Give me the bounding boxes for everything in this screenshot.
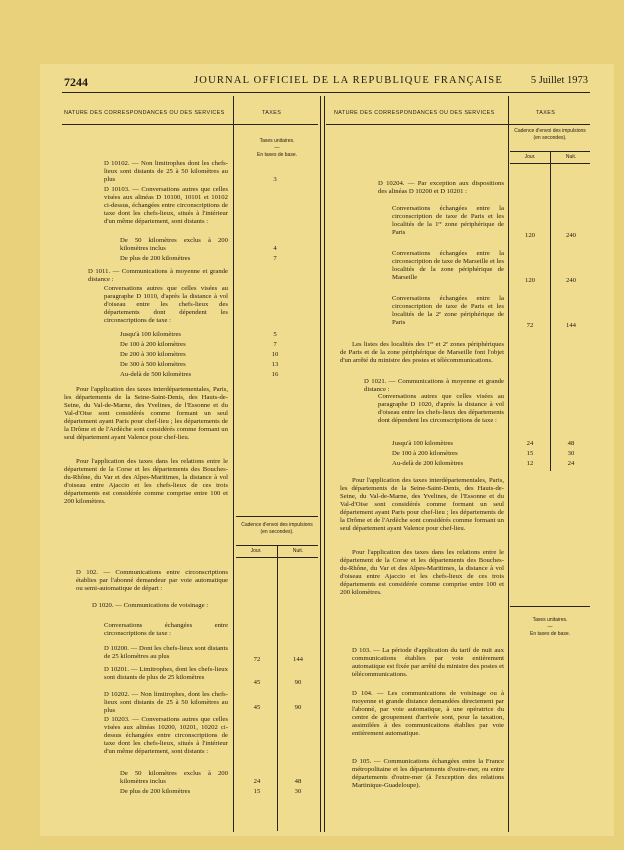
left-paragraph-corse: Pour l'application des taxes dans les relations entre le département de la Corse et les départements des Bouches-du-Rhône, du Var et des Alpes-Maritimes, la distance à vol d'oiseau entre Ajaccio et les chefs-lieux de ces trois départements est considérée comme comprise entre 100 et 200 kilomètres.: [64, 458, 228, 505]
conv-marseille-nuit: 240: [565, 277, 577, 284]
left-jour-nuit-rule-h: [236, 557, 318, 558]
conv-paris-zone2-nuit: 144: [565, 322, 577, 329]
d10201-jour: 45: [253, 679, 261, 686]
right-cadence-header: Cadence d'envoi des impulsions (en secondes).: [514, 128, 586, 141]
d1011-row-value: 16: [271, 371, 279, 378]
d1021-row-jour: 24: [526, 440, 534, 447]
d10203-text: D 10203. — Conversations autres que celles visées aux alinéas 10200, 10201, 10202 ci-dessus échangées entre circonscriptions de taxe dont les chefs-lieux, situés à l'intérieur d'un même département, sont distants :: [104, 716, 228, 755]
right-jour-nuit-rule: [550, 151, 551, 471]
d104-text: D 104. — Les communications de voisinage ou à moyenne et grande distance demandées directement par l'abonné, par voie automatique, à une opératrice du centre de groupement d'arrivée sont, pour la taxation, assimilées à des communications établies par voie entièrement automatique.: [352, 690, 504, 737]
conv-paris-zone2: Conversations échangées entre la circonscription de taxe de Paris et les localités de la 2ᵉ zone périphérique de Paris: [392, 295, 504, 326]
d10102-text: D 10102. — Non limitrophes dont les chefs-lieux sont distants de 25 à 50 kilomètres au plus: [104, 160, 228, 183]
d1011-row-label: De 100 à 200 kilomètres: [120, 341, 186, 348]
conv-paris-zone2-jour: 72: [526, 322, 534, 329]
d1021-row-nuit: 24: [567, 460, 575, 467]
d1011-row-label: De 200 à 300 kilomètres: [120, 351, 186, 358]
d10202-text: D 10202. — Non limitrophes, dont les chefs-lieux sont distants de 25 à 50 kilomètres au plus: [104, 691, 228, 714]
page-header: [64, 72, 588, 92]
publication-date: 5 Juillet 1973: [530, 75, 588, 86]
left-cadence-header: Cadence d'envoi des impulsions (en secondes).: [241, 522, 313, 535]
d10103-a-label: De 50 kilomètres exclus à 200 kilomètres inclus: [120, 237, 228, 252]
d1011-row-value: 10: [271, 351, 279, 358]
d10102-value: 3: [273, 176, 277, 183]
right-taxes-unitaires: Taxes unitaires.: [532, 617, 568, 623]
left-nature-header: NATURE DES CORRESPONDANCES OU DES SERVICES: [64, 110, 225, 116]
left-nuit-header: Nuit.: [292, 548, 304, 554]
header-rule: [62, 92, 590, 93]
right-taxes-header: TAXES: [536, 110, 556, 116]
right-jour-nuit-rule-h: [510, 163, 590, 164]
d10200-jour: 72: [253, 656, 261, 663]
d10200-nuit: 144: [292, 656, 304, 663]
d10202-jour: 45: [253, 704, 261, 711]
left-paragraph-interdepartemental: Pour l'application des taxes interdépartementales, Paris, les départements de la Seine-Saint-Denis, des Hauts-de-Seine, du Val-de-Marne, des Yvelines, de l'Essonne et du Val-d'Oise sont considérés comme formant un seul département ayant Paris pour chef-lieu ; les départements de la Drôme et de l'Ardèche sont considérés comme formant un seul département ayant Valence pour chef-lieu.: [64, 386, 228, 441]
d102-title: D 102. — Communications entre circonscriptions établies par l'abonné demandeur par voie automatique ou semi-automatique de départ :: [76, 569, 228, 592]
right-dash: —: [547, 624, 553, 630]
d10203-a-jour: 24: [253, 778, 261, 785]
d10203-a-label: De 50 kilomètres exclus à 200 kilomètres inclus: [120, 770, 228, 785]
page-number: 7244: [64, 75, 88, 89]
d1011-title: D 1011. — Communications à moyenne et grande distance :: [88, 268, 228, 283]
conv-paris-zone1: Conversations échangées entre la circonscription de taxe de Paris et les localités de la 1ʳᵉ zone périphérique de Paris: [392, 205, 504, 236]
d1021-row-nuit: 48: [567, 440, 575, 447]
d1021-row-label: De 100 à 200 kilomètres: [392, 450, 458, 457]
left-taxes-unitaires: Taxes unitaires.: [259, 138, 295, 144]
d10200-text: D 10200. — Dont les chefs-lieux sont distants de 25 kilomètres au plus: [104, 645, 228, 660]
conv-paris-zone1-jour: 120: [524, 232, 536, 239]
d10201-text: D 10201. — Limitrophes, dont les chefs-lieux sont distants de plus de 25 kilomètres: [104, 666, 228, 681]
d10203-b-jour: 15: [253, 788, 261, 795]
d10204-title: D 10204. — Par exception aux dispositions des alinéas D 10200 et D 10201 :: [378, 180, 504, 195]
d1011-row-label: Au-delà de 500 kilomètres: [120, 371, 192, 378]
d103-text: D 103. — La période d'application du tarif de nuit aux communications établies par voie entièrement automatique est fixée par arrêté du ministre des postes et télécommunications.: [352, 647, 504, 678]
d1020-title: D 1020. — Communications de voisinage :: [92, 602, 209, 609]
d1011-row-value: 13: [271, 361, 279, 368]
d1021-row-jour: 15: [526, 450, 534, 457]
right-header-rule: [326, 124, 590, 125]
d1021-row-nuit: 30: [567, 450, 575, 457]
d10103-a-value: 4: [273, 245, 277, 252]
left-dash: —: [274, 145, 280, 151]
d10203-a-nuit: 48: [294, 778, 302, 785]
d1011-row-value: 7: [273, 341, 277, 348]
right-nuit-header: Nuit.: [565, 154, 577, 160]
d10103-b-value: 7: [273, 255, 277, 262]
d10103-b-label: De plus de 200 kilomètres: [120, 255, 191, 262]
left-en-taxes-de-base: En taxes de base.: [256, 152, 298, 158]
conv-paris-zone1-nuit: 240: [565, 232, 577, 239]
center-rule-a: [320, 96, 321, 832]
d1021-row-label: Jusqu'à 100 kilomètres: [392, 440, 454, 447]
d10202-nuit: 90: [294, 704, 302, 711]
d10203-b-nuit: 30: [294, 788, 302, 795]
d10103-text: D 10103. — Conversations autres que celles visées aux alinéas D 10100, 10101 et 10102 ci-dessus, échangées entre circonscriptions de taxe dont les chefs-lieux, situés à l'intérieur d'un même département, sont distants :: [104, 186, 228, 225]
d1021-row-label: Au-delà de 200 kilomètres: [392, 460, 464, 467]
d105-text: D 105. — Communications échangées entre la France métropolitaine et les départements d'outre-mer, ou entre départements d'outre-mer (à l'exception des relations Martinique-Guadeloupe).: [352, 758, 504, 789]
d1021-title: D 1021. — Communications à moyenne et grande distance :: [364, 378, 504, 393]
d1021-row-jour: 12: [526, 460, 534, 467]
journal-title: JOURNAL OFFICIEL DE LA REPUBLIQUE FRANÇAISE: [194, 75, 503, 86]
d1021-text: Conversations autres que celles visées au paragraphe D 1020, d'après la distance à vol d'oiseau entre les chefs-lieux des départements dont dépendent les circonscriptions de taxe :: [378, 393, 504, 424]
conv-marseille: Conversations échangées entre la circonscription de taxe de Marseille et les localités de la zone périphérique de Marseille: [392, 250, 504, 281]
right-paragraph-interdepartemental: Pour l'application des taxes interdépartementales, Paris, les départements de la Seine-Saint-Denis, des Hauts-de-Seine, du Val-de-Marne, des Yvelines, de l'Essonne et du Val-d'Oise sont considérés comme formant un seul département ayant Paris pour chef-lieu ; les départements de la Drôme et de l'Ardèche sont considérés comme formant un seul département ayant Valence pour chef-lieu.: [340, 477, 504, 532]
conv-marseille-jour: 120: [524, 277, 536, 284]
left-taxes-rule: [233, 96, 234, 832]
left-taxes-header: TAXES: [262, 110, 282, 116]
d1011-row-label: Jusqu'à 100 kilomètres: [120, 331, 182, 338]
right-paragraph-corse: Pour l'application des taxes dans les relations entre le département de la Corse et les départements des Bouches-du-Rhône, du Var et des Alpes-Maritimes, la distance à vol d'oiseau entre Ajaccio et les chefs-lieux de ces trois départements est considérée comme comprise entre 100 et 200 kilomètres.: [340, 549, 504, 596]
right-taxes-rule: [508, 96, 509, 832]
right-taxes-unitaires-rule: [510, 606, 590, 607]
right-jour-header: Jour.: [524, 154, 536, 160]
d1011-row-value: 5: [273, 331, 277, 338]
left-jour-header: Jour.: [250, 548, 262, 554]
d10203-b-label: De plus de 200 kilomètres: [120, 788, 191, 795]
listes-paragraph: Les listes des localités des 1ʳᵉ et 2ᵉ zones périphériques de Paris et de la zone périphérique de Marseille font l'objet d'un arrêté du ministre des postes et télécommunications.: [340, 341, 504, 364]
right-en-taxes-de-base: En taxes de base.: [529, 631, 571, 637]
d1011-text: Conversations autres que celles visées au paragraphe D 1010, d'après la distance à vol d'oiseau entre les chefs-lieux des départements dont dépendent les circonscriptions de taxe :: [104, 285, 228, 324]
left-header-rule: [62, 124, 318, 125]
center-rule-b: [324, 96, 325, 832]
right-nature-header: NATURE DES CORRESPONDANCES OU DES SERVICES: [334, 110, 495, 116]
d1011-row-label: De 300 à 500 kilomètres: [120, 361, 186, 368]
left-cadence-top-rule: [236, 516, 318, 517]
left-jour-nuit-rule: [277, 545, 278, 831]
d10201-nuit: 90: [294, 679, 302, 686]
d1020-text: Conversations échangées entre circonscriptions de taxe :: [104, 622, 228, 637]
